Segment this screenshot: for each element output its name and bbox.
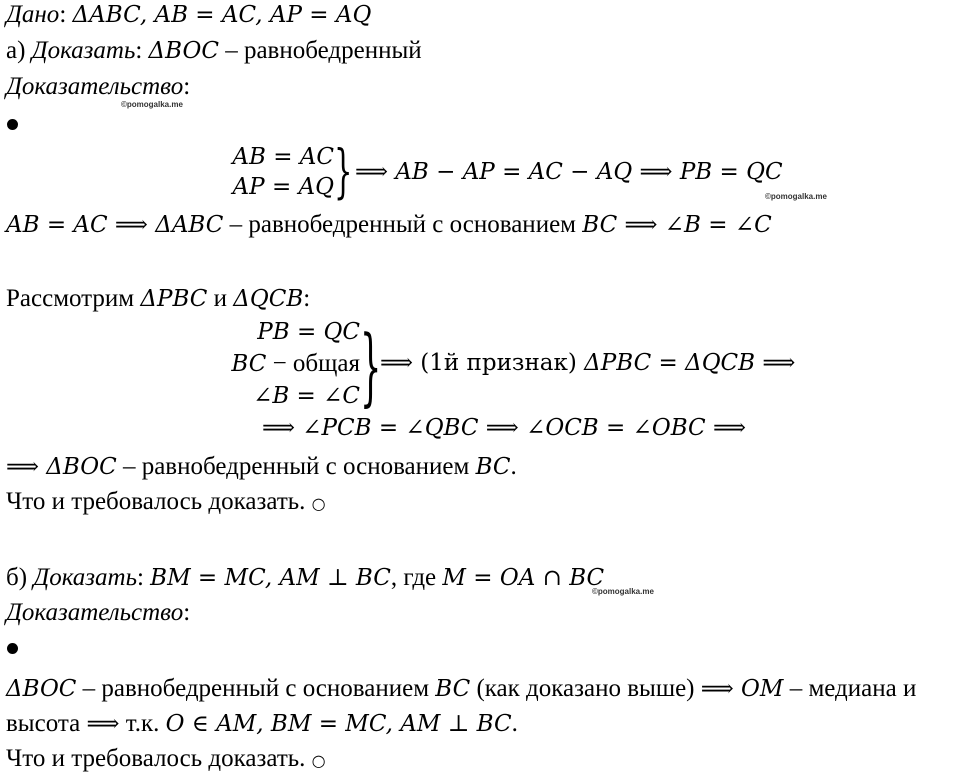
qed-b-mark: ○ <box>311 751 326 770</box>
part-a-statement <box>6 36 422 66</box>
part-a-expr: ΔBOC <box>148 38 219 64</box>
proof-b-line-2 <box>6 709 518 739</box>
qed-a-text: Что и требовалось доказать. <box>6 488 306 515</box>
qed-b-text: Что и требовалось доказать. <box>6 745 306 772</box>
proof-b-l2-text-2: т.к. <box>119 710 166 737</box>
step-2-expr-2: BC ⟹ ∠B = ∠C <box>582 212 772 238</box>
system-1-brace: } <box>334 137 353 205</box>
system-2-result-text: ⟹ (1й признак) <box>380 350 585 376</box>
step-2-text: – равнобедренный с основанием <box>223 211 583 238</box>
part-a-text: – равнобедренный <box>218 37 422 64</box>
watermark-1: ©pomogalka.me <box>121 100 183 109</box>
qed-a-mark: ○ <box>311 494 326 513</box>
part-b-text: , где <box>390 564 443 591</box>
part-b-prefix: б) <box>6 564 28 591</box>
proof-b-text-1: – равнобедренный с основанием <box>76 675 436 702</box>
proof-b-l2-arrow: ⟹ <box>86 711 120 737</box>
proof-a-colon: : <box>183 73 191 100</box>
angle-chain: ⟹ ∠PCB = ∠QBC ⟹ ∠OCB = ∠OBC ⟹ <box>262 415 746 441</box>
part-b-colon: : <box>136 564 144 591</box>
watermark-3: ©pomogalka.me <box>592 587 654 596</box>
proof-b-heading <box>6 598 190 628</box>
consider-colon: : <box>303 285 311 312</box>
qed-a <box>6 487 326 519</box>
proof-b-line-1 <box>6 674 916 704</box>
watermark-2: ©pomogalka.me <box>765 192 827 201</box>
given-label: Дано <box>6 1 60 28</box>
bullet-2 <box>7 643 18 654</box>
system-2-line-1: PB = QC <box>257 319 360 345</box>
system-2 <box>200 316 360 412</box>
proof-b-l2-text-1: высота <box>6 710 87 737</box>
step-2-line <box>6 210 772 240</box>
proof-b-label: Доказательство <box>6 599 184 626</box>
consider-expr-2: ΔQCB <box>233 286 304 312</box>
consider-text: Рассмотрим <box>6 285 141 312</box>
proof-b-text-3: – медиана и <box>783 675 917 702</box>
system-2-result-expr: ΔPBC = ΔQCB ⟹ <box>584 350 796 376</box>
part-b-label: Доказать <box>33 564 137 591</box>
system-1-line-2: AP = AQ <box>232 174 334 200</box>
consider-expr-1: ΔPBC <box>140 286 208 312</box>
given-expr: ΔABC, AB = AC, AP = AQ <box>72 2 372 28</box>
bullet-1 <box>7 119 18 130</box>
conclusion-a-expr: ⟹ ΔBOC <box>6 454 117 480</box>
step-1-result: ⟹ AB − AP = AC − AQ ⟹ PB = QC <box>355 159 783 185</box>
given-line <box>6 0 371 30</box>
system-2-line-3: ∠B = ∠C <box>253 383 360 409</box>
consider-line <box>6 284 310 314</box>
system-1-line-1: AB = AC <box>232 144 334 170</box>
proof-b-expr-2: BC <box>435 676 471 702</box>
system-2-line-2-expr: BC <box>231 351 267 377</box>
given-colon: : <box>59 1 67 28</box>
system-2-result <box>380 348 795 378</box>
proof-b-l2-expr: O ∈ AM, BM = MC, AM ⊥ BC <box>165 711 512 737</box>
system-2-line-2 <box>200 348 360 380</box>
conclusion-a-expr-2: BC <box>475 454 511 480</box>
conclusion-a-text: – равнобедренный с основанием <box>116 453 476 480</box>
consider-and: и <box>207 285 234 312</box>
conclusion-a <box>6 452 517 482</box>
proof-b-expr-3: ⟹ OM <box>700 676 784 702</box>
qed-b <box>6 744 326 776</box>
step-2-expr-1: AB = AC ⟹ ΔABC <box>6 212 224 238</box>
system-1 <box>222 142 334 202</box>
proof-a-label: Доказательство <box>6 73 184 100</box>
proof-b-colon: : <box>183 599 191 626</box>
part-a-label: Доказать <box>31 37 136 64</box>
system-2-line-2-text: − общая <box>266 350 360 377</box>
part-b-expr-2: M = OA ∩ BC <box>442 565 605 591</box>
part-a-colon: : <box>135 37 143 64</box>
proof-b-expr-1: ΔBOC <box>6 676 77 702</box>
system-2-brace: } <box>360 317 382 415</box>
part-b-expr-1: BM = MC, AM ⊥ BC <box>150 565 391 591</box>
conclusion-a-end: . <box>510 453 517 480</box>
part-a-prefix: а) <box>6 37 26 64</box>
part-b-statement <box>6 563 604 593</box>
proof-b-l2-end: . <box>511 710 518 737</box>
proof-b-text-2: (как доказано выше) <box>470 675 701 702</box>
proof-a-heading <box>6 72 190 102</box>
